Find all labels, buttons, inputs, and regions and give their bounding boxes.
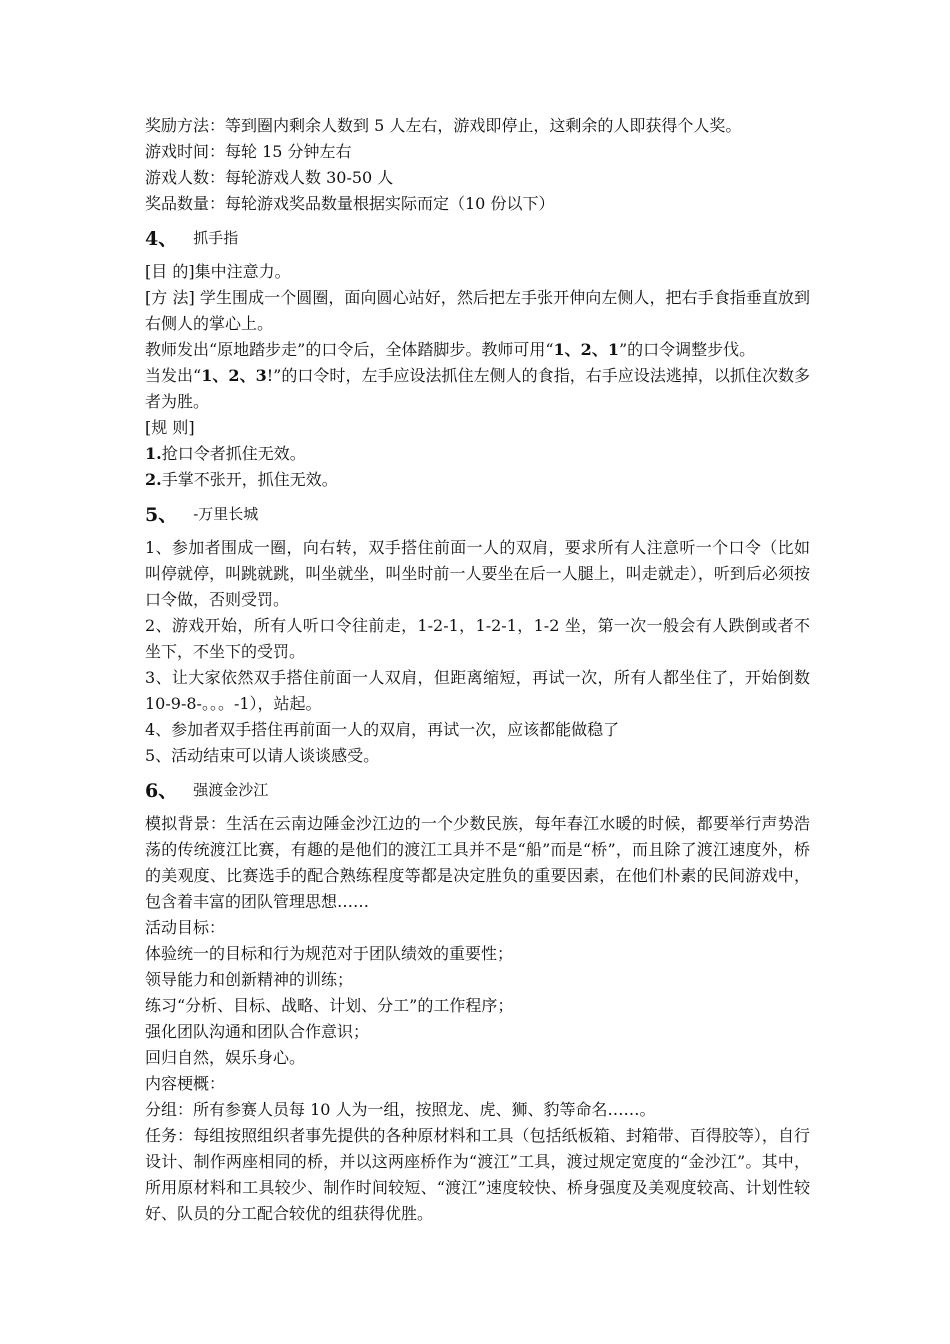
section-5-title: -万里长城 xyxy=(193,504,259,523)
section-5-item: 2、游戏开始，所有人听口令往前走，1-2-1，1-2-1，1-2 坐，第一次一般会有人跌倒或者不坐下，不坐下的受罚。 xyxy=(145,616,810,661)
rule-text: 手掌不张开，抓住无效。 xyxy=(161,470,338,489)
section-4-paragraph-2 xyxy=(145,363,810,415)
intro-reward: 奖励方法：等到圈内剩余人数到 5 人左右，游戏即停止，这剩余的人即获得个人奖。 xyxy=(145,116,742,135)
text-span: 当发出“ xyxy=(145,366,202,385)
section-6-number: 6、 xyxy=(145,779,178,802)
section-4-goal: [目 的]集中注意力。 xyxy=(145,262,291,281)
section-5-item: 5、活动结束可以请人谈谈感受。 xyxy=(145,746,380,765)
rule-text: 抢口令者抓住无效。 xyxy=(161,444,306,463)
section-4-number: 4、 xyxy=(145,227,178,250)
section-6-goals-label: 活动目标： xyxy=(145,918,226,937)
section-6-goal-item: 回归自然，娱乐身心。 xyxy=(145,1048,306,1067)
section-5-item: 3、让大家依然双手搭住前面一人双肩，但距离缩短，再试一次，所有人都坐住了，开始倒数 10-9-8-。。。-1），站起。 xyxy=(145,668,810,713)
section-5-item: 4、参加者双手搭住再前面一人的双肩，再试一次，应该都能做稳了 xyxy=(145,720,620,739)
text-span: !”的口令时，左手应设法抓住左侧人的食指，右手应设法逃掉，以抓住次数多者为胜。 xyxy=(145,366,810,411)
section-6-goal-item: 体验统一的目标和行为规范对于团队绩效的重要性； xyxy=(145,944,514,963)
section-6-background: 模拟背景：生活在云南边陲金沙江边的一个少数民族，每年春江水暖的时候，都要举行声势浩荡的传统渡江比赛，有趣的是他们的渡江工具并不是“船”而是“桥”，而且除了渡江速度外，桥的美观度、比赛选手的配合熟练程度等都是决定胜负的重要因素，在他们朴素的民间游戏中，包含着丰富的团队管理思想…… xyxy=(145,814,810,911)
text-span: ”的口令调整步伐。 xyxy=(618,340,756,359)
section-4-method: [方 法] 学生围成一个圆圈，面向圆心站好，然后把左手张开伸向左侧人，把右手食指垂直放到右侧人的掌心上。 xyxy=(145,288,810,333)
section-4-heading xyxy=(145,221,810,253)
text-span: 教师发出“原地踏步走”的口令后，全体踏脚步。教师可用“ xyxy=(145,340,554,359)
section-5-item: 1、参加者围成一圈，向右转，双手搭住前面一人的双肩，要求所有人注意听一个口令（比如叫停就停，叫跳就跳，叫坐就坐，叫坐时前一人要坐在后一人腿上，叫走就走），听到后必须按口令做，否则受罚。 xyxy=(145,538,810,609)
section-6-goal-item: 领导能力和创新精神的训练； xyxy=(145,970,354,989)
document-page xyxy=(145,113,810,1227)
intro-prizes: 奖品数量：每轮游戏奖品数量根据实际而定（10 份以下） xyxy=(145,194,555,213)
section-6-grouping: 分组：所有参赛人员每 10 人为一组，按照龙、虎、狮、豹等命名……。 xyxy=(145,1100,656,1119)
section-4-paragraph-1 xyxy=(145,337,810,363)
intro-time: 游戏时间：每轮 15 分钟左右 xyxy=(145,142,352,161)
section-4-rule-2 xyxy=(145,467,810,493)
section-6-title: 强渡金沙江 xyxy=(193,780,269,799)
section-4-rule-1 xyxy=(145,441,810,467)
bold-span: 1、2、1 xyxy=(553,340,619,359)
section-6-goal-item: 练习“分析、目标、战略、计划、分工”的工作程序； xyxy=(145,996,514,1015)
bold-span: 1、2、3 xyxy=(201,366,267,385)
section-5-number: 5、 xyxy=(145,503,178,526)
section-5-heading xyxy=(145,497,810,529)
section-4-title: 抓手指 xyxy=(193,228,239,247)
section-4-rules-label: [规 则] xyxy=(145,418,195,437)
rule-number: 2. xyxy=(145,470,162,489)
section-6-content-label: 内容梗概： xyxy=(145,1074,226,1093)
section-6-heading xyxy=(145,773,810,805)
section-6-task: 任务：每组按照组织者事先提供的各种原材料和工具（包括纸板箱、封箱带、百得胶等），自行设计、制作两座相同的桥，并以这两座桥作为“渡江”工具，渡过规定宽度的“金沙江”。其中，所用原材料和工具较少、制作时间较短、“渡江”速度较快、桥身强度及美观度较高、计划性较好、队员的分工配合较优的组获得优胜。 xyxy=(145,1126,810,1223)
rule-number: 1. xyxy=(145,444,162,463)
section-6-goal-item: 强化团队沟通和团队合作意识； xyxy=(145,1022,370,1041)
intro-players: 游戏人数：每轮游戏人数 30-50 人 xyxy=(145,168,394,187)
